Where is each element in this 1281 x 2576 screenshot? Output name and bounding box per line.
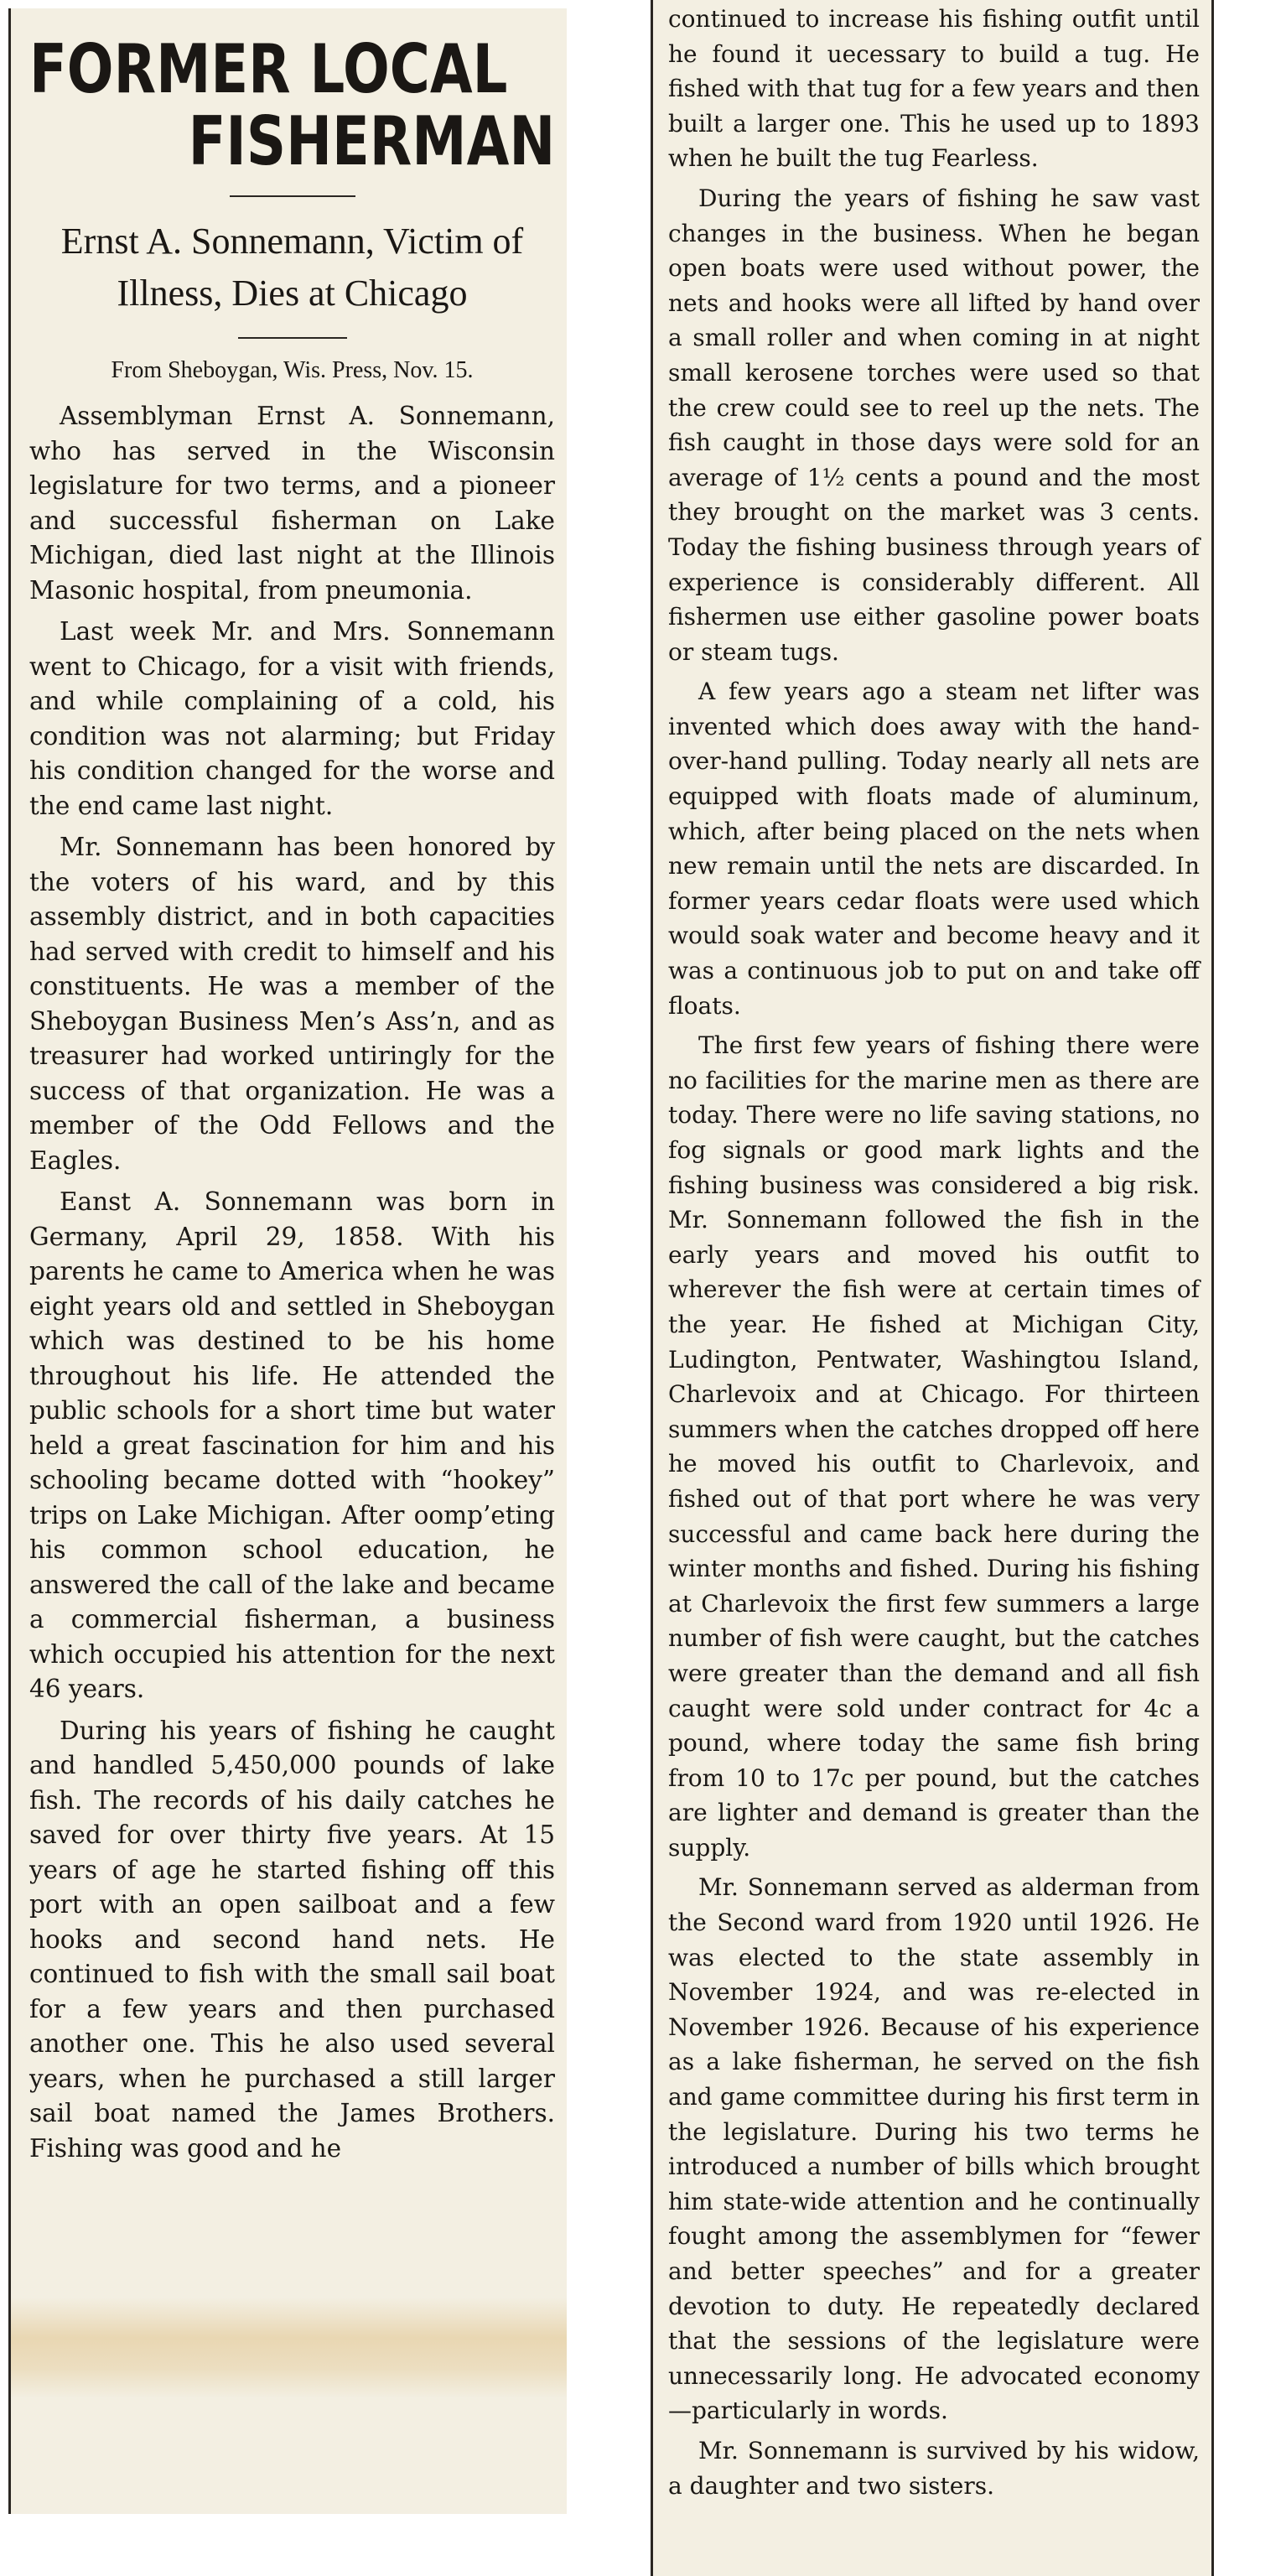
- paragraph: Last week Mr. and Mrs. Sonnemann went to Chicago, for a visit with friends, and while complaining of a cold, his condition was not alarming; but Friday his condition changed for the worse and the end came last night.: [29, 617, 555, 820]
- subheadline-divider: [238, 337, 347, 339]
- clipping-left-column: [8, 8, 567, 2514]
- paragraph: The first few years of fishing there were no facilities for the marine men as there are today. There were no life saving stations, no fog signals or good mark lights and the fishing business was considered a big risk. Mr. Sonnemann followed the fish in the early years and moved his outfit to wherever the fish were at certain times of the year. He fished at Michigan City, Ludington, Pentwater, Washingtou Island, Charlevoix and at Chicago. For thirteen summers when the catches dropped off here he moved his outfit to Charlevoix, and fished out of that port where he was very successful and came back here during the winter months and fished. During his fishing at Charlevoix the first few summers a large number of fish were caught, but the catches were greater than the demand and all fish caught were sold under contract for 4c a pound, where today the same fish bring from 10 to 17c per pound, but the catches are lighter and demand is greater than the supply.: [668, 1031, 1200, 1862]
- source-line: From Sheboygan, Wis. Press, Nov. 15.: [111, 357, 474, 384]
- clipping-right-column: [651, 0, 1214, 2576]
- paragraph: During the years of fishing he saw vast changes in the business. When he began open boats were used without power, the nets and hooks were all lifted by hand over a small roller and when coming in at night small kerosene torches were used so that the crew could see to reel up the nets. The fish caught in those days were sold for an average of 1½ cents a pound and the most they brought on the market was 3 cents. Today the fishing business through years of experience is considerably different. All fishermen use either gasoline power boats or steam tugs.: [668, 184, 1200, 666]
- paragraph: Eanst A. Sonnemann was born in Germany, April 29, 1858. With his parents he came to America when he was eight years old and settled in Sheboygan which was destined to be his home throughout his life. He attended the public schools for a short time but water held a great fascination for him and his schooling became dotted with “hookey” trips on Lake Michigan. After oomp’eting his common school education, he answered the call of the lake and became a commercial fisherman, a business which occupied his attention for the next 46 years.: [29, 1187, 555, 1704]
- paragraph: continued to increase his fishing outfit until he found it uecessary to build a tug. He fished with that tug for a few years and then built a larger one. This he used up to 1893 when he built the tug Fearless.: [668, 5, 1200, 173]
- paragraph: Mr. Sonnemann is survived by his widow, a daughter and two sisters.: [668, 2436, 1200, 2500]
- paragraph: Mr. Sonnemann has been honored by the voters of his ward, and by this assembly district, and in both capacities had served with credit to himself and his constituents. He was a member of the Sheboygan Business Men’s Ass’n, and as treasurer had worked untiringly for the success of that organization. He was a member of the Odd Fellows and the Eagles.: [29, 833, 555, 1175]
- paragraph: Mr. Sonnemann served as alderman from the Second ward from 1920 until 1926. He was elected to the state assembly in November 1924, and was re-elected in November 1926. Because of his experience as a lake fisherman, he served on the fish and game committee during his first term in the legislature. During his two terms he introduced a number of bills which brought him state-wide attention and he continually fought among the assemblymen for “fewer and better speeches” and for a greater devotion to duty. He repeatedly declared that the sessions of the legislature were unnecessarily long. He advocated economy—particularly in words.: [668, 1873, 1200, 2425]
- headline-divider: [230, 195, 355, 197]
- paragraph: During his years of fishing he caught and handled 5,450,000 pounds of lake fish. The records of his daily catches he saved for over thirty five years. At 15 years of age he started fishing off this port with an open sailboat and a few hooks and second hand nets. He continued to fish with the small sail boat for a few years and then purchased another one. This he also used several years, when he purchased a still larger sail boat named the James Brothers. Fishing was good and he: [29, 1716, 555, 2163]
- water-stain: [11, 2298, 567, 2398]
- headline-line-2: FISHERMAN: [188, 101, 556, 180]
- paragraph: A few years ago a steam net lifter was invented which does away with the hand-over-hand pulling. Today nearly all nets are equipped with floats made of aluminum, which, after being placed on the nets when new remain until the nets are discarded. In former years cedar floats were used which would soak water and become heavy and it was a continuous job to put on and take off floats.: [668, 678, 1200, 1020]
- subheadline: Ernst A. Sonnemann, Victim of Illness, Dies at Chicago: [60, 221, 524, 314]
- headline-line-1: FORMER LOCAL: [29, 30, 508, 108]
- headline: [29, 30, 556, 180]
- paragraph: Assemblyman Ernst A. Sonnemann, who has served in the Wisconsin legislature for two terms, and a pioneer and successful fisherman on Lake Michigan, died last night at the Illinois Masonic hospital, from pneumonia.: [29, 402, 555, 605]
